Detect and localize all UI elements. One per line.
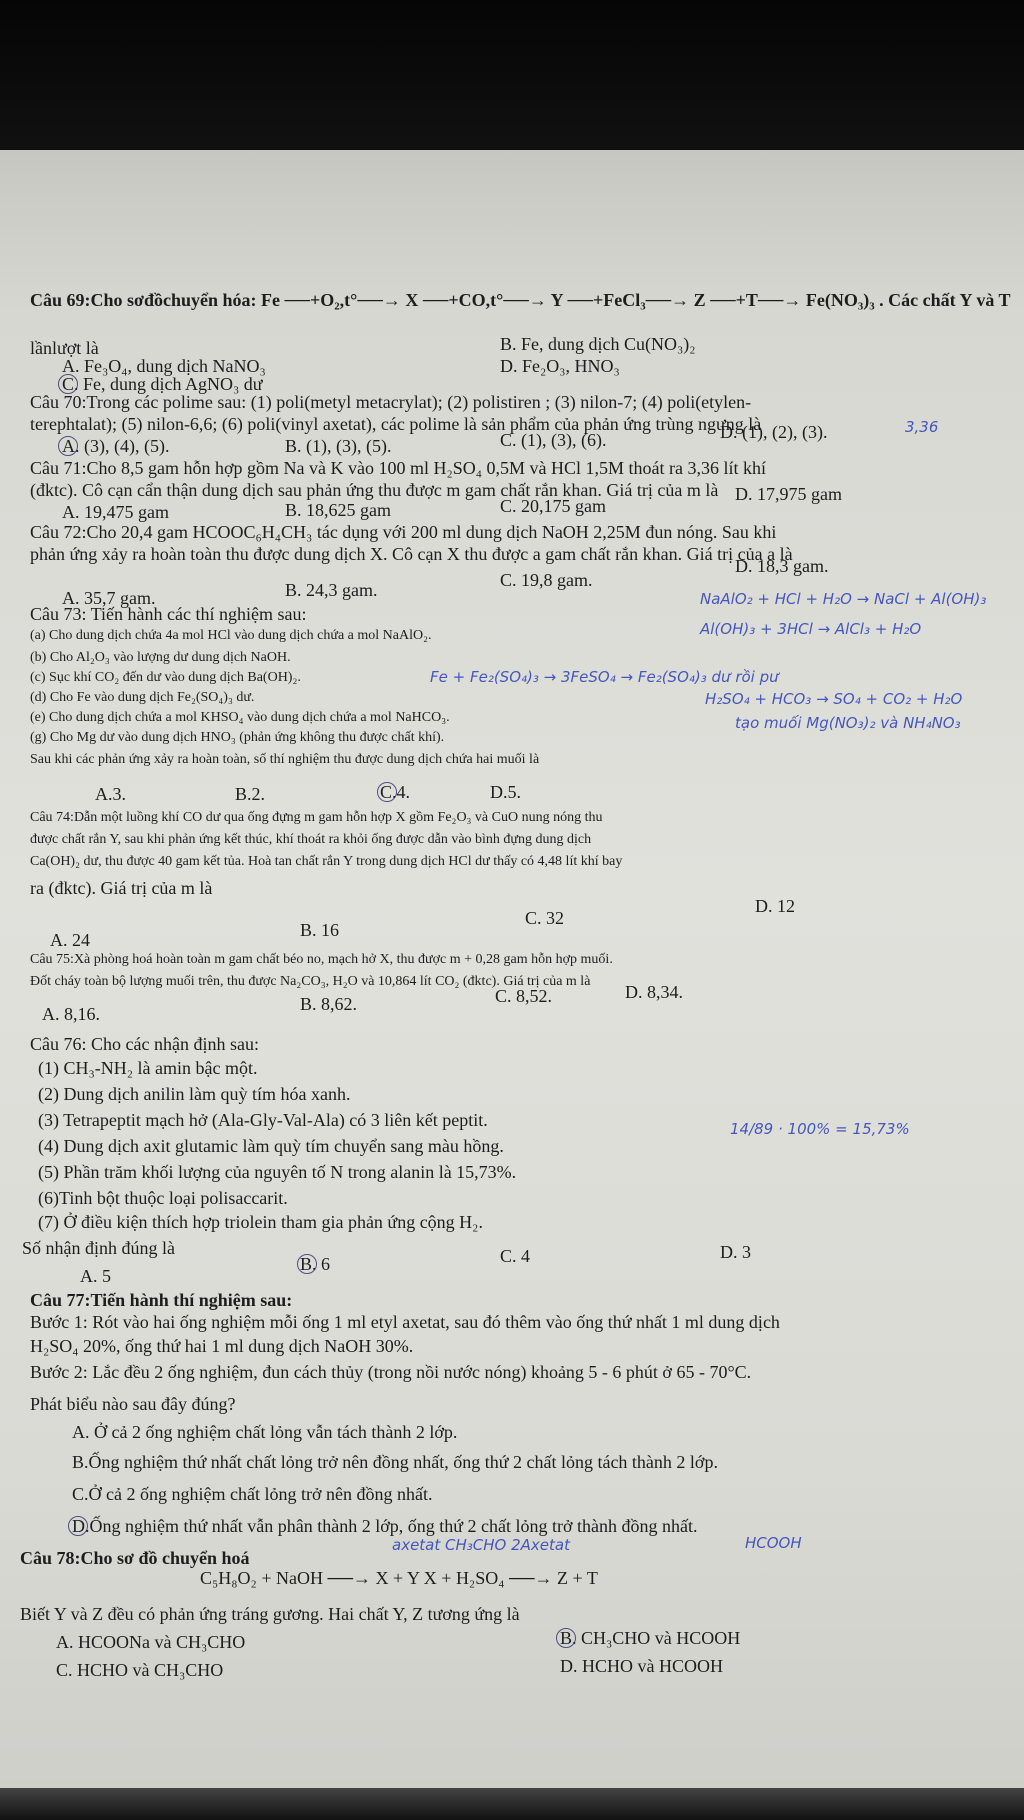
q72-option-a: A. 35,7 gam. — [62, 588, 156, 608]
answer-circle-mark — [377, 782, 397, 802]
q75-option-c: C. 8,52. — [495, 986, 553, 1006]
q71-option-b: B. 18,625 gam — [285, 500, 391, 520]
q73-item-e: (e) Cho dung dịch chứa a mol KHSO₄ vào dung dịch chứa a mol NaHCO₃. — [30, 710, 450, 725]
handwritten-note: H₂SO₄ + HCO₃ → SO₄ + CO₂ + H₂O — [705, 690, 963, 708]
q76-option-d: D. 3 — [720, 1242, 751, 1262]
q76-option-a: A. 5 — [80, 1266, 111, 1286]
q77-step-1: Bước 1: Rót vào hai ống nghiệm mỗi ống 1 ml etyl axetat, sau đó thêm vào ống thứ nhất 1 ml dung dịch — [30, 1312, 780, 1332]
q72-option-d: D. 18,3 gam. — [735, 556, 829, 576]
q78-question: Biết Y và Z đều có phản ứng tráng gương. Hai chất Y, Z tương ứng là — [20, 1604, 520, 1624]
q77-step-1-cont: H₂SO₄ 20%, ống thứ hai 1 ml dung dịch NaOH 30%. — [30, 1336, 414, 1356]
q77-option-a: A. Ở cả 2 ống nghiệm chất lỏng vẫn tách thành 2 lớp. — [72, 1422, 458, 1442]
q78-reaction-scheme: C₅H₈O₂ + NaOH ──→ X + Y X + H₂SO₄ ──→ Z + T — [200, 1568, 598, 1588]
dark-background-bottom — [0, 1788, 1024, 1820]
q75-option-a: A. 8,16. — [42, 1004, 100, 1024]
question-74-text: Câu 74:Dẫn một luồng khí CO dư qua ống đựng m gam hỗn hợp X gồm Fe₂O₃ và CuO nung nóng thu — [30, 810, 603, 825]
handwritten-note: 14/89 · 100% = 15,73% — [730, 1120, 910, 1138]
question-71-text: Câu 71:Cho 8,5 gam hỗn hợp gồm Na và K vào 100 ml H₂SO₄ 0,5M và HCl 1,5M thoát ra 3,36 lít khí — [30, 458, 767, 478]
q76-item-4: (4) Dung dịch axit glutamic làm quỳ tím chuyển sang màu hồng. — [38, 1136, 504, 1156]
q70-option-c: C. (1), (3), (6). — [500, 430, 607, 450]
q75-option-b: B. 8,62. — [300, 994, 358, 1014]
question-77-text: Câu 77:Tiến hành thí nghiệm sau: — [30, 1290, 293, 1310]
q69-option-a: A. Fe₃O₄, dung dịch NaNO₃ — [62, 356, 266, 376]
q76-question: Số nhận định đúng là — [22, 1238, 175, 1258]
handwritten-note: Fe + Fe₂(SO₄)₃ → 3FeSO₄ → Fe₂(SO₄)₃ dư rồi pư — [430, 668, 779, 686]
q73-item-a: (a) Cho dung dịch chứa 4a mol HCl vào dung dịch chứa a mol NaAlO₂. — [30, 628, 432, 643]
q76-item-1: (1) CH₃-NH₂ là amin bậc một. — [38, 1058, 258, 1078]
q73-item-g: (g) Cho Mg dư vào dung dịch HNO₃ (phản ứng không thu được chất khí). — [30, 730, 445, 745]
q73-item-c: (c) Sục khí CO₂ đến dư vào dung dịch Ba(OH)₂. — [30, 670, 301, 685]
q71-option-c: C. 20,175 gam — [500, 496, 606, 516]
q78-option-d: D. HCHO và HCOOH — [560, 1656, 723, 1676]
question-76-text: Câu 76: Cho các nhận định sau: — [30, 1034, 259, 1054]
question-70-text-cont: terephtalat); (5) nilon-6,6; (6) poli(vinyl axetat), các polime là sản phẩm của phản ứng trùng ngưng là — [30, 414, 762, 434]
q73-option-a: A.3. — [95, 784, 126, 804]
q76-item-5: (5) Phần trăm khối lượng của nguyên tố N trong alanin là 15,73%. — [38, 1162, 517, 1182]
question-69-text: Câu 69:Cho sơđồchuyển hóa: Fe ──+O₂,t°──→ X ──+CO,t°──→ Y ──+FeCl₃──→ Z ──+T──→ Fe(NO₃)₃ . Các chất Y và T — [30, 290, 1011, 310]
q77-option-c: C.Ở cả 2 ống nghiệm chất lỏng trở nên đồng nhất. — [72, 1484, 433, 1504]
q78-option-c: C. HCHO và CH₃CHO — [56, 1660, 224, 1680]
q77-step-2: Bước 2: Lắc đều 2 ống nghiệm, đun cách thủy (trong nồi nước nóng) khoảng 5 - 6 phút ở 65 - 70°C. — [30, 1362, 752, 1382]
q73-item-b: (b) Cho Al₂O₃ vào lượng dư dung dịch NaOH. — [30, 650, 291, 665]
q71-option-a: A. 19,475 gam — [62, 502, 169, 522]
handwritten-note: Al(OH)₃ + 3HCl → AlCl₃ + H₂O — [700, 620, 922, 638]
question-74-text-cont3: ra (đktc). Giá trị của m là — [30, 878, 213, 898]
q69-option-d: D. Fe₂O₃, HNO₃ — [500, 356, 620, 376]
question-71-text-cont: (đktc). Cô cạn cẩn thận dung dịch sau phản ứng thu được m gam chất rắn khan. Giá trị của m là — [30, 480, 719, 500]
handwritten-note: tạo muối Mg(NO₃)₂ và NH₄NO₃ — [735, 714, 961, 732]
q74-option-a: A. 24 — [50, 930, 90, 950]
q72-option-c: C. 19,8 gam. — [500, 570, 593, 590]
q78-option-b: B. CH₃CHO và HCOOH — [560, 1628, 741, 1648]
question-78-text: Câu 78:Cho sơ đồ chuyển hoá — [20, 1548, 250, 1568]
handwritten-note: 3,36 — [905, 418, 939, 436]
answer-circle-mark — [58, 436, 78, 456]
question-69-label: lầnlượt là — [30, 338, 99, 358]
q69-option-c: C. Fe, dung dịch AgNO₃ dư — [62, 374, 263, 394]
question-75-text-cont: Đốt cháy toàn bộ lượng muối trên, thu được Na₂CO₃, H₂O và 10,864 lít CO₂ (đktc). Giá trị của m là — [30, 974, 591, 989]
q76-item-3: (3) Tetrapeptit mạch hở (Ala-Gly-Val-Ala) có 3 liên kết peptit. — [38, 1110, 488, 1130]
q76-item-7: (7) Ở điều kiện thích hợp triolein tham gia phản ứng cộng H₂. — [38, 1212, 483, 1232]
q73-item-d: (d) Cho Fe vào dung dịch Fe₂(SO₄)₃ dư. — [30, 690, 255, 705]
question-73-text: Câu 73: Tiến hành các thí nghiệm sau: — [30, 604, 307, 624]
question-74-text-cont1: được chất rắn Y, sau khi phản ứng kết thúc, khí thoát ra khỏi ống được dẫn vào bình đựng dung dịch — [30, 832, 592, 847]
q70-option-d: D. (1), (2), (3). — [720, 422, 828, 442]
q74-option-b: B. 16 — [300, 920, 340, 940]
question-70-text: Câu 70:Trong các polime sau: (1) poli(metyl metacrylat); (2) polistiren ; (3) nilon-7; (4) poli(etylen- — [30, 392, 752, 412]
q73-option-b: B.2. — [235, 784, 266, 804]
q73-option-c: C.4. — [380, 782, 411, 802]
q76-option-c: C. 4 — [500, 1246, 531, 1266]
question-74-text-cont2: Ca(OH)₂ dư, thu được 40 gam kết tủa. Hoà tan chất rắn Y trong dung dịch HCl dư thấy có 4,48 lít khí bay — [30, 854, 623, 869]
q75-option-d: D. 8,34. — [625, 982, 683, 1002]
question-75-text: Câu 75:Xà phòng hoá hoàn toàn m gam chất béo no, mạch hở X, thu được m + 0,28 gam hỗn hợp muối. — [30, 952, 613, 967]
q71-option-d: D. 17,975 gam — [735, 484, 842, 504]
handwritten-note: NaAlO₂ + HCl + H₂O → NaCl + Al(OH)₃ — [700, 590, 987, 608]
answer-circle-mark — [297, 1254, 317, 1274]
q74-option-d: D. 12 — [755, 896, 795, 916]
q73-option-d: D.5. — [490, 782, 521, 802]
q77-option-b: B.Ống nghiệm thứ nhất chất lỏng trở nên đồng nhất, ống thứ 2 chất lỏng tách thành 2 lớp. — [72, 1452, 718, 1472]
q73-question: Sau khi các phản ứng xảy ra hoàn toàn, số thí nghiệm thu được dung dịch chứa hai muối là — [30, 752, 540, 767]
q76-option-b: B. 6 — [300, 1254, 331, 1274]
q77-question: Phát biểu nào sau đây đúng? — [30, 1394, 236, 1414]
q76-item-2: (2) Dung dịch anilin làm quỳ tím hóa xanh. — [38, 1084, 351, 1104]
question-72-text-cont: phản ứng xảy ra hoàn toàn thu được dung dịch X. Cô cạn X thu được a gam chất rắn khan. Giá trị của a là — [30, 544, 793, 564]
answer-circle-mark — [68, 1516, 88, 1536]
q76-item-6: (6)Tinh bột thuộc loại polisaccarit. — [38, 1188, 288, 1208]
answer-circle-mark — [58, 374, 78, 394]
q69-option-b: B. Fe, dung dịch Cu(NO₃)₂ — [500, 334, 696, 354]
answer-circle-mark — [556, 1628, 576, 1648]
handwritten-note: axetat CH₃CHO 2Axetat — [392, 1536, 570, 1554]
q74-option-c: C. 32 — [525, 908, 565, 928]
handwritten-note: HCOOH — [745, 1534, 802, 1552]
q78-option-a: A. HCOONa và CH₃CHO — [56, 1632, 246, 1652]
q77-option-d: D.Ống nghiệm thứ nhất vẫn phân thành 2 lớp, ống thứ 2 chất lỏng trở thành đồng nhất. — [72, 1516, 698, 1536]
question-72-text: Câu 72:Cho 20,4 gam HCOOC₆H₄CH₃ tác dụng với 200 ml dung dịch NaOH 2,25M đun nóng. Sau khi — [30, 522, 777, 542]
q70-option-a: A. (3), (4), (5). — [62, 436, 170, 456]
q72-option-b: B. 24,3 gam. — [285, 580, 378, 600]
q70-option-b: B. (1), (3), (5). — [285, 436, 392, 456]
